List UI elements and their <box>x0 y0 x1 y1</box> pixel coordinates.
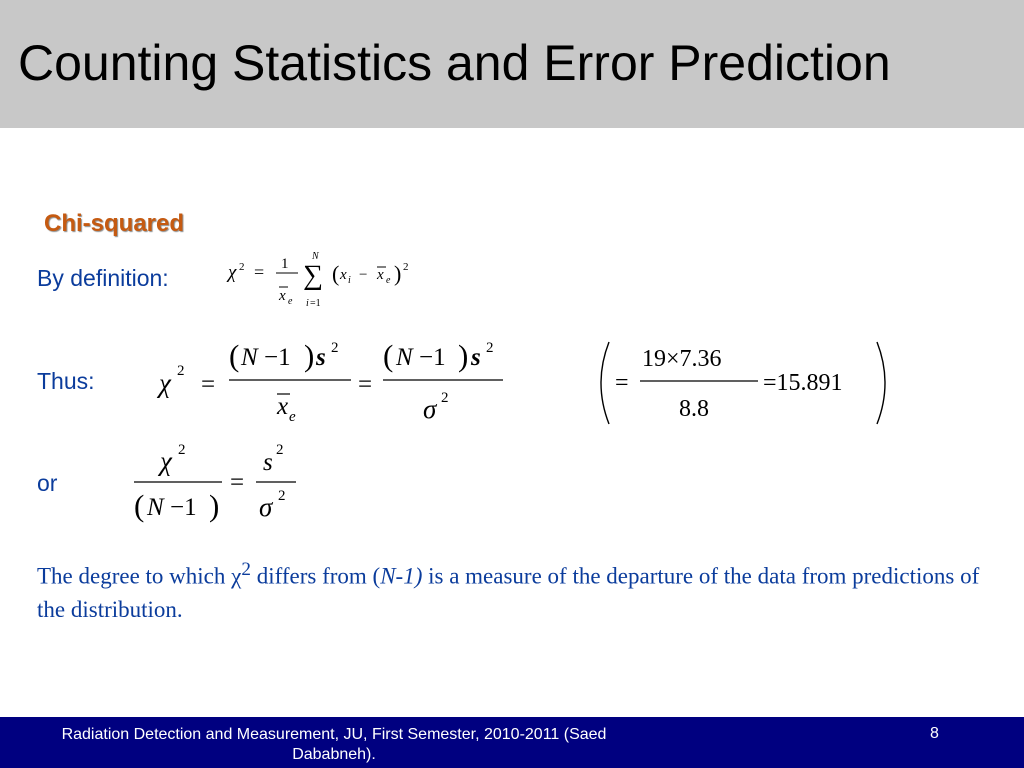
svg-text:=1: =1 <box>310 298 321 309</box>
svg-text:(: ( <box>134 488 145 523</box>
svg-text:=: = <box>615 370 629 396</box>
svg-text:2: 2 <box>278 488 286 504</box>
svg-text:−1: −1 <box>170 494 197 521</box>
slide-title: Counting Statistics and Error Prediction <box>18 35 891 91</box>
svg-text:2: 2 <box>276 442 284 458</box>
svg-text:σ: σ <box>423 394 437 424</box>
svg-text:e: e <box>386 275 391 286</box>
note-part-2: differs from ( <box>250 563 381 589</box>
svg-text:χ: χ <box>228 262 237 283</box>
note-superscript: 2 <box>241 559 251 580</box>
note-part-3: is a measure of the departure of the data from predictions of the distribution. <box>37 563 980 622</box>
svg-text:σ: σ <box>259 492 273 522</box>
svg-text:χ: χ <box>160 446 172 476</box>
svg-text:∑: ∑ <box>303 260 323 291</box>
svg-text:2: 2 <box>239 261 245 273</box>
svg-text:=: = <box>201 371 216 398</box>
svg-text:2: 2 <box>178 442 186 458</box>
svg-text:−1: −1 <box>419 344 446 371</box>
svg-text:N: N <box>312 251 319 262</box>
svg-text:N: N <box>241 344 258 371</box>
svg-text:i: i <box>348 275 351 286</box>
svg-text:e: e <box>289 409 296 425</box>
note-part-1: The degree to which <box>37 563 232 589</box>
thus-label: Thus: <box>37 368 95 394</box>
svg-text:(: ( <box>229 338 240 373</box>
footer-text: Radiation Detection and Measurement, JU, First Semester, 2010-2011 (Saed Dababneh). <box>61 726 607 763</box>
definition-equation <box>222 246 422 312</box>
svg-text:x: x <box>279 288 286 304</box>
page-number: 8 <box>930 725 939 742</box>
by-definition-label: By definition: <box>37 265 169 291</box>
svg-text:i: i <box>306 298 309 309</box>
svg-text:s: s <box>471 344 481 371</box>
svg-text:2: 2 <box>177 363 185 379</box>
svg-text:x: x <box>340 267 347 283</box>
thus-equation <box>155 330 515 430</box>
svg-text:=: = <box>254 262 265 282</box>
svg-text:1: 1 <box>281 256 289 272</box>
title-bar <box>0 0 1024 128</box>
svg-text:−1: −1 <box>264 344 291 371</box>
svg-text:=: = <box>230 469 245 496</box>
or-label: or <box>37 470 58 496</box>
svg-text:): ) <box>209 488 220 523</box>
svg-text:=: = <box>358 371 373 398</box>
svg-text:(: ( <box>383 338 394 373</box>
svg-text:2: 2 <box>441 390 449 406</box>
svg-text:x: x <box>377 267 384 283</box>
svg-text:): ) <box>304 338 315 373</box>
svg-text:): ) <box>394 261 402 286</box>
section-heading: Chi-squared <box>44 210 185 237</box>
svg-text:N: N <box>396 344 413 371</box>
svg-text:2: 2 <box>403 261 409 273</box>
svg-text:χ: χ <box>159 368 171 398</box>
note-chi-symbol: χ <box>231 563 242 589</box>
svg-text:s: s <box>263 449 273 476</box>
ratio-equation <box>130 436 310 532</box>
svg-text:s: s <box>316 344 326 371</box>
svg-text:19×7.36: 19×7.36 <box>642 346 722 372</box>
numeric-evaluation <box>595 338 895 428</box>
svg-text:e: e <box>288 296 293 307</box>
svg-text:=15.891: =15.891 <box>763 370 843 396</box>
svg-text:8.8: 8.8 <box>679 396 709 422</box>
svg-text:x: x <box>277 393 289 420</box>
svg-text:): ) <box>458 338 469 373</box>
svg-text:2: 2 <box>331 340 339 356</box>
svg-text:(: ( <box>332 261 340 286</box>
explanation-text <box>37 553 987 626</box>
svg-text:2: 2 <box>486 340 494 356</box>
note-n-minus-1: N-1) <box>380 563 423 589</box>
svg-text:N: N <box>147 494 164 521</box>
svg-text:−: − <box>359 267 368 283</box>
